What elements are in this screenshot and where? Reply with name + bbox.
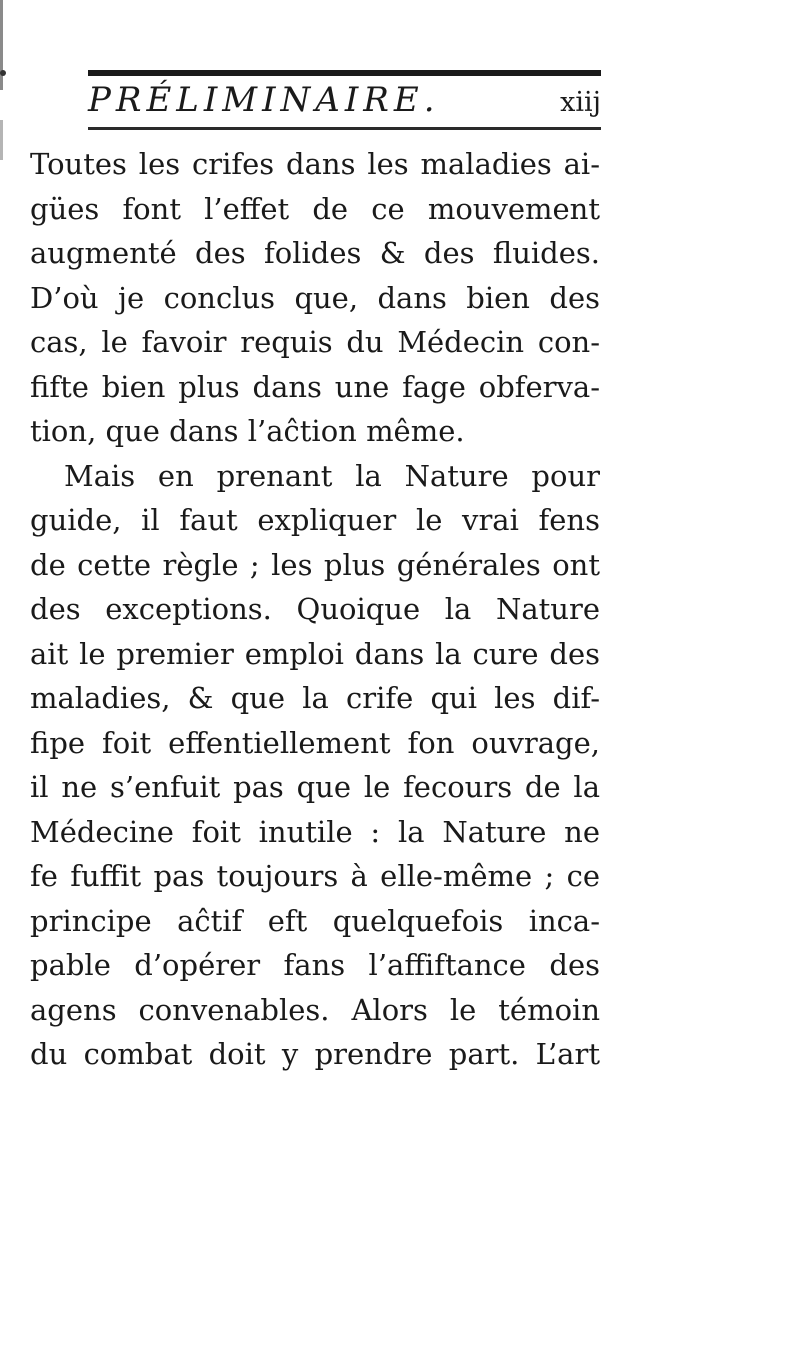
binding-edge-mark (0, 0, 3, 90)
text-line: des exceptions. Quoique la Nature (30, 592, 600, 626)
running-title: PRÉLIMINAIRE. (88, 80, 440, 120)
text-line: ait le premier emploi dans la cure des (30, 636, 600, 671)
text-line: fifte bien plus dans une fage obferva- (30, 369, 600, 404)
text-line: du combat doit y prendre part. L’art (30, 1037, 600, 1071)
text-line: il ne s’enfuit pas que le fecours de la (30, 770, 600, 804)
text-line: fipe foit effentiellement fon ouvrage, (30, 725, 600, 760)
body-text (30, 142, 600, 1077)
text-line: D’où je conclus que, dans bien des (30, 280, 600, 315)
binding-edge-mark (0, 120, 3, 160)
text-line: Mais en prenant la Nature pour (64, 458, 600, 493)
header-rule-top (88, 70, 601, 76)
text-line: maladies, & que la crife qui les dif- (30, 681, 600, 715)
header-rule-bottom (88, 127, 601, 130)
text-line: gües font l’effet de ce mouvement (30, 191, 600, 226)
text-line: principe aĉtif eft quelquefois inca- (30, 903, 600, 938)
text-line: agens convenables. Alors le témoin (30, 992, 600, 1027)
text-line: guide, il faut expliquer le vrai fens (30, 503, 600, 537)
text-line: tion, que dans l’aĉtion même. (30, 414, 465, 448)
page-number: xiij (560, 87, 601, 118)
binding-edge-dot (0, 70, 6, 76)
text-line: de cette règle ; les plus générales ont (30, 547, 600, 582)
text-line: cas, le favoir requis du Médecin con- (30, 325, 600, 359)
text-line: fe fuffit pas toujours à elle-même ; ce (30, 859, 600, 893)
text-line: Médecine foit inutile : la Nature ne (30, 814, 600, 849)
text-line: Toutes les crifes dans les maladies ai- (30, 147, 600, 181)
text-line: pable d’opérer fans l’affiftance des (30, 948, 600, 982)
text-line: augmenté des folides & des fluides. (30, 236, 600, 270)
running-head (88, 80, 601, 130)
